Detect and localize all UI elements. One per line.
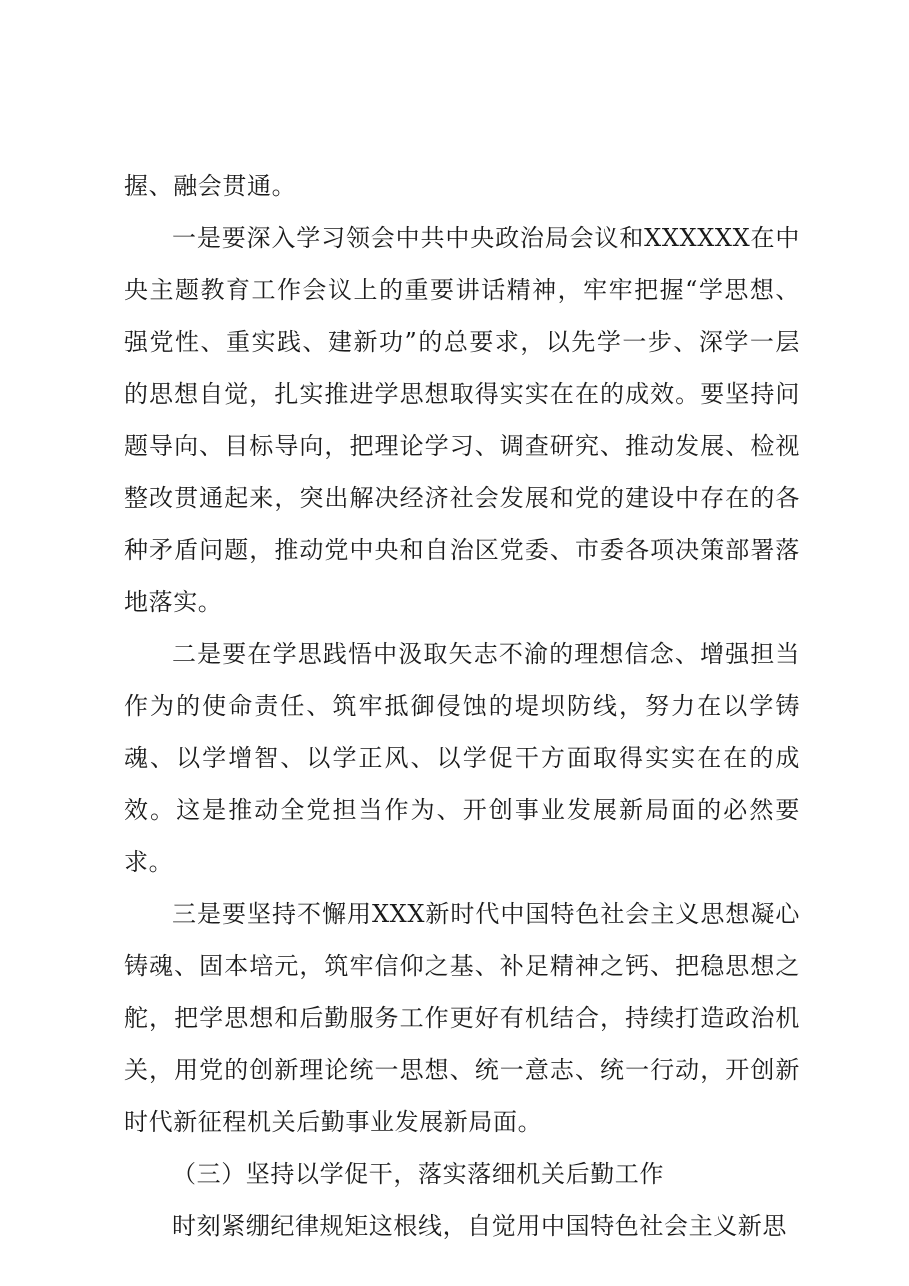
paragraph-point-two: 二是要在学思践悟中汲取矢志不渝的理想信念、增强担当作为的使命责任、筑牢抵御侵蚀的堤坝防线，努力在以学铸魂、以学增智、以学正风、以学促干方面取得实实在在的成效。这是推动全党担当作为、开创事业发展新局面的必然要求。 — [124, 640, 800, 876]
paragraph-point-three: 三是要坚持不懈用XXX新时代中国特色社会主义思想凝心铸魂、固本培元，筑牢信仰之基、补足精神之钙、把稳思想之舵，把学思想和后勤服务工作更好有机结合，持续打造政治机关，用党的创新理论统一思想、统一意志、统一行动，开创新时代新征程机关后勤事业发展新局面。 — [124, 900, 800, 1136]
paragraph-section-start: 时刻紧绷纪律规矩这根线，自觉用中国特色社会主义新思 — [172, 1212, 787, 1240]
paragraph-continuation: 握、融会贯通。 — [124, 172, 297, 200]
document-body — [124, 160, 800, 1252]
section-heading: （三）坚持以学促干，落实落细机关后勤工作 — [172, 1160, 664, 1188]
paragraph-point-one: 一是要深入学习领会中共中央政治局会议和XXXXXX在中央主题教育工作会议上的重要讲话精神，牢牢把握“学思想、强党性、重实践、建新功”的总要求，以先学一步、深学一层的思想自觉，扎实推进学思想取得实实在在的成效。要坚持问题导向、目标导向，把理论学习、调查研究、推动发展、检视整改贯通起来，突出解决经济社会发展和党的建设中存在的各种矛盾问题，推动党中央和自治区党委、市委各项决策部署落地落实。 — [124, 224, 800, 616]
